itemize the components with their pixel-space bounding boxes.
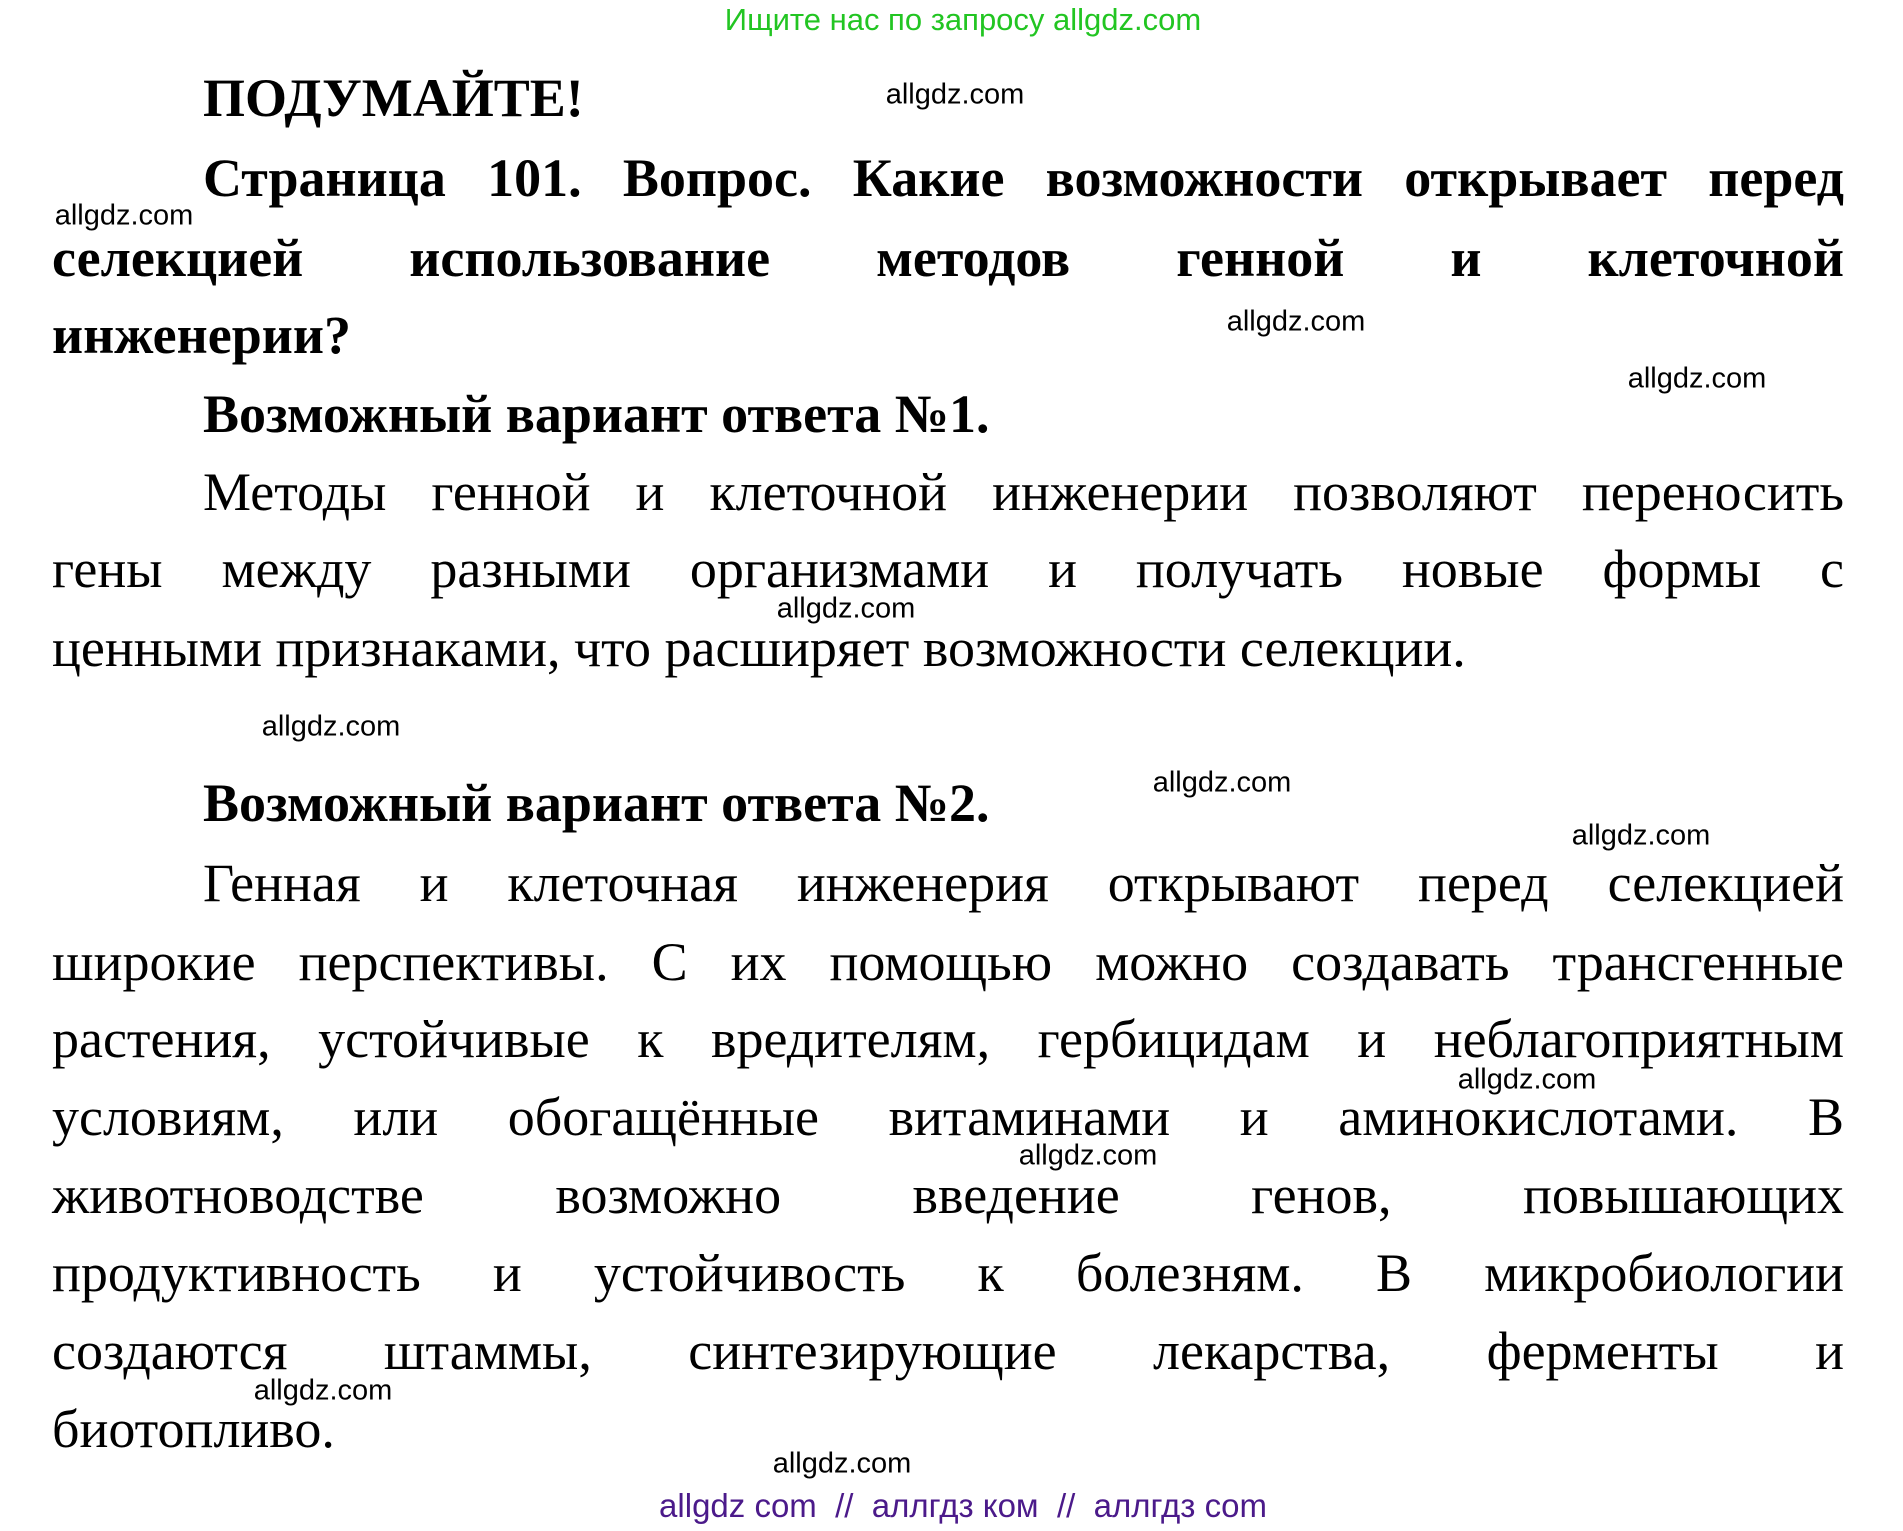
answer2-line: биотопливо. [52, 1399, 335, 1459]
top-banner[interactable]: Ищите нас по запросу allgdz.com [724, 2, 1202, 37]
answer1-line: ценными признаками, что расширяет возможности селекции. [52, 618, 1466, 678]
watermark: allgdz.com [776, 592, 916, 625]
answer2-line: условиям, или обогащённые витаминами и аминокислотами. В [52, 1087, 1844, 1147]
watermark: allgdz.com [1627, 362, 1767, 395]
watermark: allgdz.com [253, 1374, 393, 1407]
heading: ПОДУМАЙТЕ! [203, 68, 584, 128]
answer1-line: гены между разными организмами и получать новые формы с [52, 539, 1844, 599]
question-line: Страница 101. Вопрос. Какие возможности открывает перед [203, 148, 1844, 208]
answer1-line: Методы генной и клеточной инженерии позволяют переносить [203, 462, 1844, 522]
answer2-title: Возможный вариант ответа №2. [203, 773, 990, 833]
watermark: allgdz.com [1571, 819, 1711, 852]
question-line: селекцией использование методов генной и клеточной [52, 228, 1844, 288]
answer2-line: создаются штаммы, синтезирующие лекарства, ферменты и [52, 1321, 1844, 1381]
watermark: allgdz.com [1152, 766, 1292, 799]
answer2-line: животноводстве возможно введение генов, повышающих [52, 1165, 1844, 1225]
watermark: allgdz.com [885, 78, 1025, 111]
watermark: allgdz.com [54, 199, 194, 232]
watermark: allgdz.com [1226, 305, 1366, 338]
answer2-line: широкие перспективы. С их помощью можно создавать трансгенные [52, 932, 1844, 992]
answer2-line: Генная и клеточная инженерия открывают перед селекцией [203, 853, 1844, 913]
question-line: инженерии? [52, 305, 351, 365]
answer2-line: продуктивность и устойчивость к болезням. В микробиологии [52, 1243, 1844, 1303]
answer2-line: растения, устойчивые к вредителям, гербицидам и неблагоприятным [52, 1009, 1844, 1069]
watermark: allgdz.com [261, 710, 401, 743]
watermark: allgdz.com [772, 1447, 912, 1480]
watermark: allgdz.com [1018, 1139, 1158, 1172]
footer-links[interactable]: allgdz com // аллгдз ком // аллгдз com [659, 1487, 1267, 1524]
watermark: allgdz.com [1457, 1063, 1597, 1096]
answer1-title: Возможный вариант ответа №1. [203, 384, 990, 444]
